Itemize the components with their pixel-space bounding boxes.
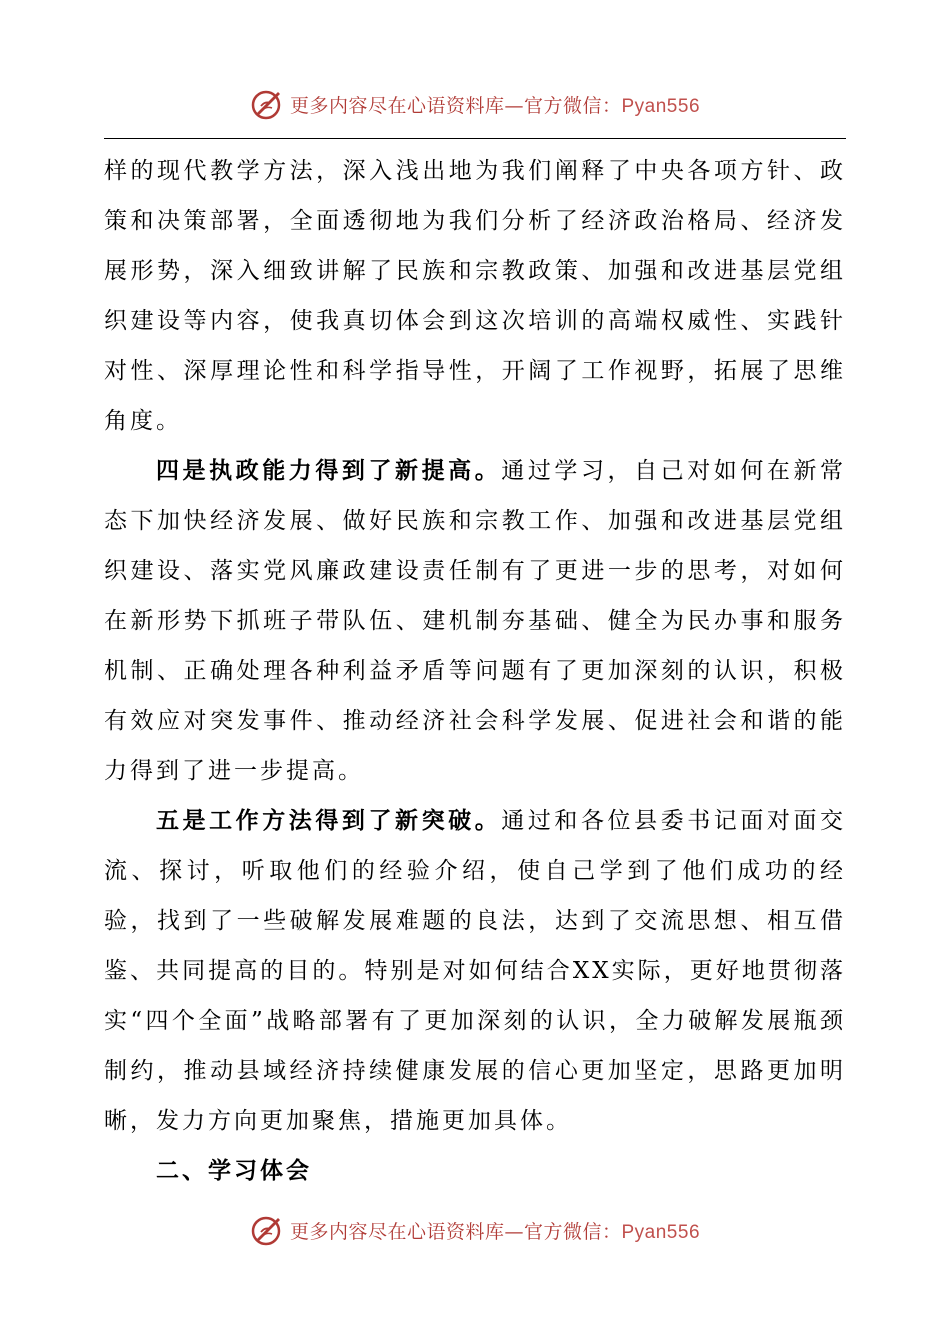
- footer-separator: —: [504, 1220, 524, 1243]
- paragraph-3-lead: 五是工作方法得到了新突破。: [156, 807, 502, 834]
- paragraph-1: 样的现代教学方法，深入浅出地为我们阐释了中央各项方针、政策和决策部署，全面透彻地为我们分析了经济政治格局、经济发展形势，深入细致讲解了民族和宗教政策、加强和改进基层党组织建设等内容，使我真切体会到这次培训的高端权威性、实践针对性、深厚理论性和科学指导性，开阔了工作视野，拓展了思维角度。: [104, 158, 846, 434]
- document-body: [104, 146, 846, 1196]
- footer-contact-label: 官方微信：: [523, 1220, 622, 1243]
- footer-brand-text: 更多内容尽在心语资料库: [289, 1220, 505, 1243]
- header-contact-label: 官方微信：: [523, 94, 622, 117]
- header-separator: —: [504, 94, 524, 117]
- header-contact-value: Pyan556: [621, 95, 701, 117]
- footer-text: [290, 1217, 700, 1244]
- paragraph-2-text: 通过学习，自己对如何在新常态下加快经济发展、做好民族和宗教工作、加强和改进基层党组织建设、落实党风廉政建设责任制有了更进一步的思考，对如何在新形势下抓班子带队伍、建机制夯基础、健全为民办事和服务机制、正确处理各种利益矛盾等问题有了更加深刻的认识，积极有效应对突发事件、推动经济社会科学发展、促进社会和谐的能力得到了进一步提高。: [104, 458, 847, 784]
- pen-logo-icon: [250, 87, 284, 121]
- page-footer-banner: [0, 1210, 950, 1250]
- page-header-banner: [0, 84, 950, 124]
- header-brand-text: 更多内容尽在心语资料库: [289, 94, 505, 117]
- section-heading: 二、学习体会: [156, 1158, 312, 1184]
- paragraph-2: [104, 446, 846, 796]
- paragraph-3-text: 通过和各位县委书记面对面交流、探讨，听取他们的经验介绍，使自己学到了他们成功的经验，找到了一些破解发展难题的良法，达到了交流思想、相互借鉴、共同提高的目的。特别是对如何结合XX实际，更好地贯彻落实“四个全面”战略部署有了更加深刻的认识，全力破解发展瓶颈制约，推动县域经济持续健康发展的信心更加坚定，思路更加明晰，发力方向更加聚焦，措施更加具体。: [104, 808, 847, 1134]
- header-divider: [104, 138, 846, 139]
- paragraph-3: [104, 796, 846, 1146]
- footer-contact-value: Pyan556: [621, 1221, 701, 1243]
- pen-logo-icon: [250, 1213, 284, 1247]
- paragraph-2-lead: 四是执政能力得到了新提高。: [156, 457, 502, 484]
- header-text: [290, 91, 700, 118]
